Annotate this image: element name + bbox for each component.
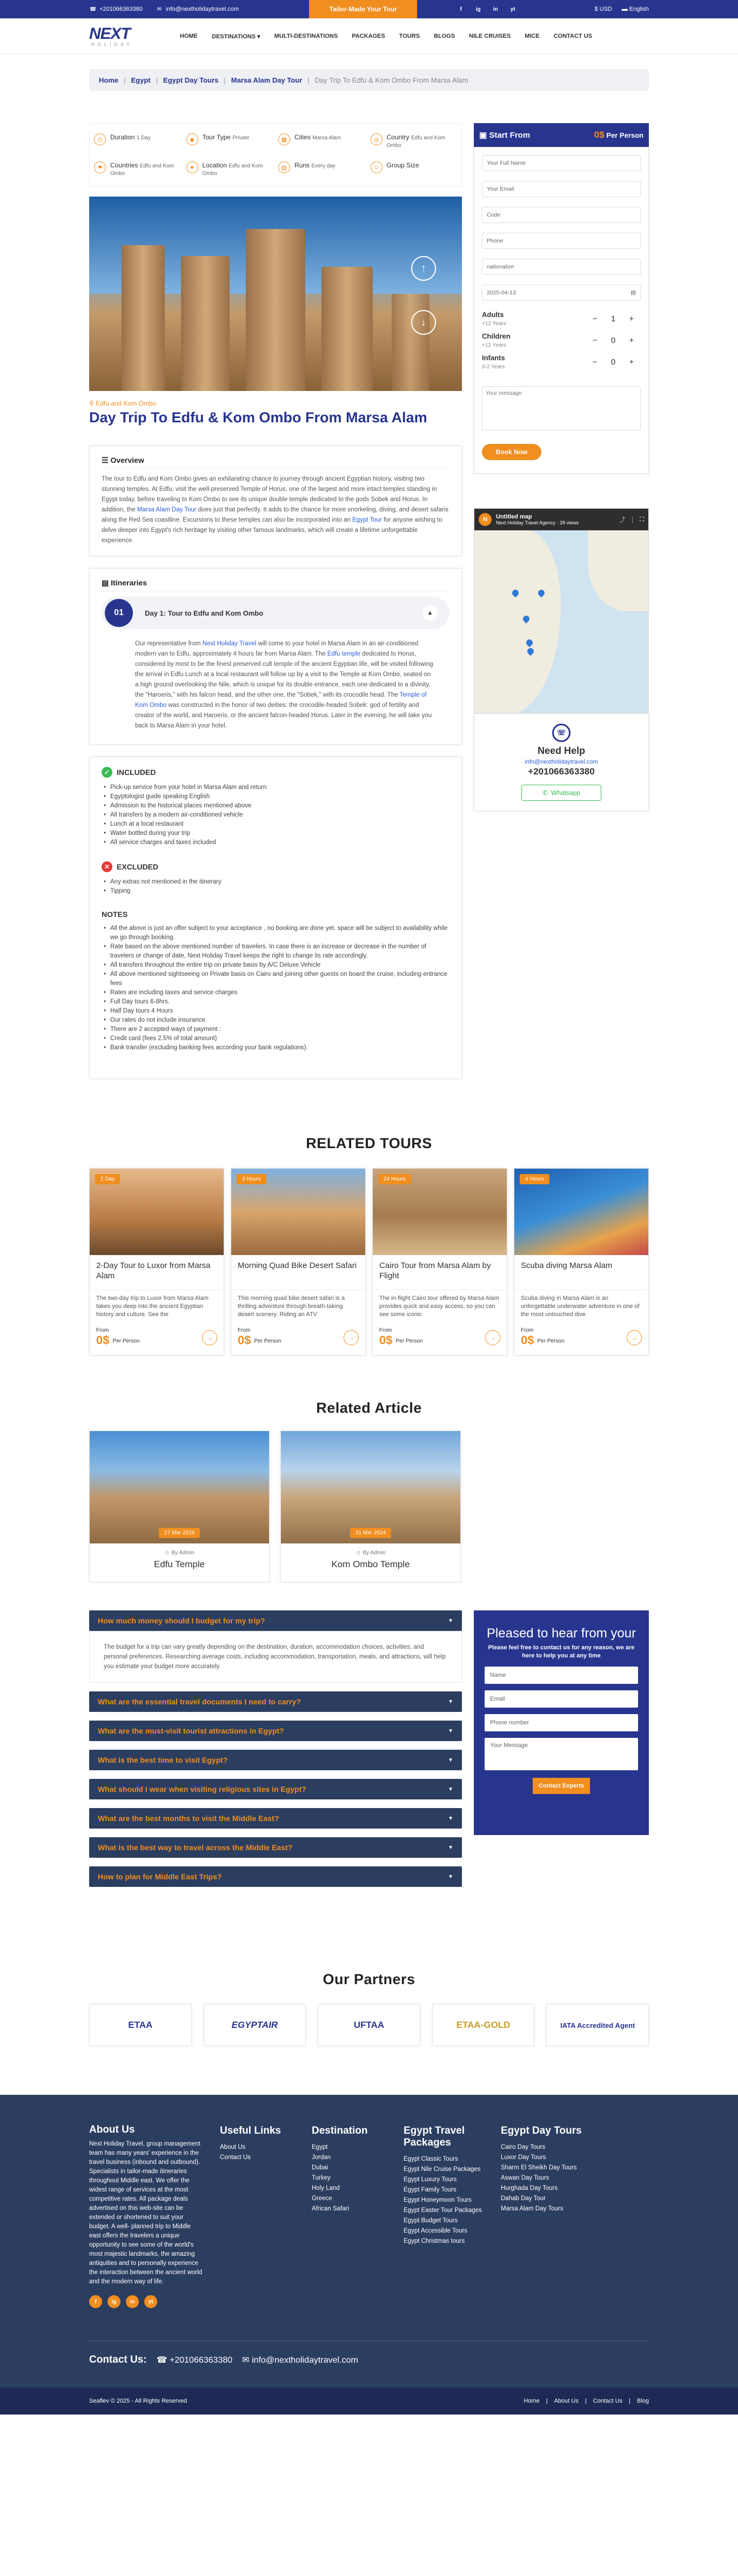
duration-badge: 3 Hours xyxy=(237,1174,266,1184)
main-nav xyxy=(0,18,738,54)
list-icon: ☰ xyxy=(102,456,111,464)
footer-link[interactable]: Jordan xyxy=(312,2154,331,2161)
list-item: • Egyptologist guide speaking English xyxy=(110,792,449,801)
tour-image xyxy=(90,1169,224,1255)
bottom-link-home[interactable]: Home xyxy=(524,2398,540,2404)
plus-button[interactable]: + xyxy=(629,335,634,345)
partner-logo: ETAA-GOLD xyxy=(432,2004,535,2046)
fact-location: ● Location Edfu and Kom Ombo xyxy=(186,161,273,177)
overview-section xyxy=(89,446,462,556)
arrow-right-icon[interactable]: → xyxy=(202,1330,217,1345)
arrow-up-icon: ↑ xyxy=(421,262,426,274)
footer-about: About Us Next Holiday Travel, group management team has many years' experience in the travel business (inbound and outbound). Specialists in tailor-made itineraries throughout Middle east. We offer the widest range of services at the most competitive rates. All package deals advertised on this web-site can be extended or shortened to suit your budget. A well- planned trip to Middle east offers the travelers a unique opportunity to see some of the world's most majestic landmarks, the amazing antiquities and to personally experience the interaction between the ancient world and the modern way of life. f ig in yt xyxy=(89,2125,204,2308)
children-value: 0 xyxy=(610,335,616,345)
breadcrumb-marsa-alam[interactable]: Marsa Alam Day Tour xyxy=(231,76,303,84)
included-list xyxy=(102,783,449,847)
ticket-icon: ▣ xyxy=(479,131,489,140)
list-item: • Water bottled during your trip xyxy=(110,829,449,838)
faq-item[interactable]: How much money should I budget for my trip? ▼ xyxy=(89,1610,462,1631)
close-icon: ✕ xyxy=(102,861,112,872)
faq-item[interactable]: What are the best months to visit the Middle East? ▼ xyxy=(89,1808,462,1829)
list-item: • All transfers by a modern air-conditioned vehicle xyxy=(110,811,449,820)
list-item: • Half Day tours 4 Hours xyxy=(110,1007,449,1016)
footer-link[interactable]: Egypt Nile Cruise Packages xyxy=(404,2166,481,2173)
fullscreen-icon[interactable]: ⛶ xyxy=(640,516,644,523)
chevron-down-icon: ▼ xyxy=(448,1844,453,1851)
list-item: • All above mentioned sightseeing on Private basis on Cairo and joining other guests on board the cruise, including entrance fees xyxy=(110,970,449,988)
nationality-field[interactable]: nationalize xyxy=(482,259,641,275)
embedded-map[interactable] xyxy=(474,508,649,713)
footer-phone[interactable]: ☎ +201066363380 xyxy=(156,2356,233,2365)
clock-icon: ◷ xyxy=(94,133,106,145)
tour-image xyxy=(231,1169,365,1255)
fact-duration: ◷ Duration 1 Day xyxy=(94,133,181,149)
footer-link[interactable]: Cairo Day Tours xyxy=(501,2144,546,2150)
price-header: ▣ Start From 0$ Per Person xyxy=(474,123,649,147)
temple-column xyxy=(321,267,373,391)
arrow-right-icon[interactable]: → xyxy=(344,1330,359,1345)
fact-group-size: ☺ Group Size xyxy=(371,161,458,177)
related-tours-grid xyxy=(89,1168,649,1356)
footer-destinations: Destination Egypt Jordan Dubai Turkey Holy Land Greece African Safari xyxy=(312,2125,387,2308)
article-card[interactable] xyxy=(280,1431,461,1582)
user-icon: ☺ xyxy=(164,1550,172,1556)
list-item: • All service charges and taxes included xyxy=(110,838,449,847)
fact-tour-type: ◆ Tour Type Private xyxy=(186,133,273,149)
share-icon[interactable]: ⤴ xyxy=(619,517,626,523)
tour-desc: The two-day trip to Luxor from Marsa Alam takes you deep into the ancient Egyptian history and culture. See the xyxy=(90,1290,224,1323)
faq-item[interactable]: What are the must-visit tourist attractions in Egypt? ▼ xyxy=(89,1721,462,1741)
linkedin-icon[interactable]: in xyxy=(126,2295,139,2308)
list-item: • All transfers throughout the entire trip on private basis by A/C Deluxe Vehicle xyxy=(110,961,449,970)
temple-column xyxy=(392,294,430,391)
list-item: • All the above is just an offer subject to your acceptance , no booking are done yet. space will be subject to availability while we go through booking. xyxy=(110,924,449,942)
article-image xyxy=(281,1431,460,1543)
help-email[interactable]: info@nextholidaytravel.com xyxy=(525,759,598,765)
faq-item[interactable]: What is the best way to travel across the Middle East? ▼ xyxy=(89,1837,462,1858)
footer-link[interactable]: Aswan Day Tours xyxy=(501,2175,549,2181)
excluded-heading: ✕ EXCLUDED xyxy=(102,861,449,872)
phone-field[interactable]: Phone xyxy=(482,233,641,249)
date-field[interactable]: 2025-04-13 ▤ xyxy=(482,285,641,301)
top-social xyxy=(455,3,519,15)
article-author: ☺ By Admin xyxy=(164,1550,194,1556)
footer-link[interactable]: African Safari xyxy=(312,2206,350,2212)
excluded-list xyxy=(102,878,449,896)
whatsapp-icon: ✆ xyxy=(542,789,548,797)
footer-link[interactable]: Egypt Classic Tours xyxy=(404,2156,458,2162)
footer-link[interactable]: Egypt Budget Tours xyxy=(404,2217,458,2224)
linkedin-icon[interactable]: in xyxy=(493,6,498,12)
book-now-button[interactable]: Book Now xyxy=(482,444,541,460)
whatsapp-button[interactable]: ✆ Whatsapp xyxy=(521,785,601,801)
footer-link[interactable]: Egypt Luxury Tours xyxy=(404,2176,457,2183)
tour-card[interactable]: 4 Hours Scuba diving Marsa Alam Scuba diving in Marsa Alam is an unforgettable underwater adventure in one of the most untouched dive From 0$ Per Person → xyxy=(514,1168,649,1356)
tour-title[interactable]: Morning Quad Bike Desert Safari xyxy=(238,1261,357,1270)
partner-logo: EGYPTAIR xyxy=(204,2004,306,2046)
articles-list xyxy=(89,1431,649,1582)
breadcrumb-home[interactable]: Home xyxy=(99,76,119,84)
list-item: • Admission to the historical places mentioned above xyxy=(110,801,449,811)
list-item: • Credit card (fees 2.5% of total amount) xyxy=(110,1034,449,1043)
user-icon: ☺ xyxy=(355,1550,363,1556)
partner-logo: IATA Accredited Agent xyxy=(546,2004,649,2046)
itinerary-day-toggle[interactable] xyxy=(102,597,449,629)
group-icon: ☺ xyxy=(371,161,383,173)
list-item: • Rate based on the above mentioned number of travelers. In case there is an increase or decrease in the number of travelers or change of date, Next Holiday Travel keeps the right to change its rate accordingly. xyxy=(110,942,449,961)
faq-item[interactable]: What should I wear when visiting religious sites in Egypt? ▼ xyxy=(89,1779,462,1799)
contact-name-field[interactable]: Name xyxy=(485,1667,638,1684)
fact-runs: ▤ Runs Every day xyxy=(278,161,365,177)
duration-badge: 2 Day xyxy=(95,1174,120,1184)
chevron-down-icon: ▼ xyxy=(448,1757,453,1763)
mail-icon: ✉ xyxy=(157,6,162,12)
footer-link[interactable]: Egypt xyxy=(312,2144,328,2150)
arrow-down-icon: ↓ xyxy=(421,316,426,328)
nav-home[interactable]: HOME xyxy=(180,32,198,39)
tailor-made-button[interactable]: Tailor-Made Your Tour xyxy=(309,0,417,18)
footer-useful-links: Useful Links About Us Contact Us xyxy=(220,2125,296,2308)
tour-title[interactable]: Cairo Tour from Marsa Alam by Flight xyxy=(379,1261,491,1280)
page-title: Day Trip To Edfu & Kom Ombo From Marsa Alam xyxy=(89,409,427,426)
notes-heading: NOTES xyxy=(102,910,128,919)
youtube-icon[interactable]: yt xyxy=(510,6,515,12)
breadcrumb: Home | Egypt | Egypt Day Tours | Marsa Alam Day Tour | Day Trip To Edfu & Kom Ombo From Marsa Alam xyxy=(89,69,649,91)
list-item: • Lunch at a local restaurant xyxy=(110,820,449,829)
article-date: 31 Mar 2024 xyxy=(350,1528,391,1538)
pin-icon: ● xyxy=(186,161,198,173)
article-image xyxy=(90,1431,269,1543)
faq-item[interactable]: What is the best time to visit Egypt? ▼ xyxy=(89,1750,462,1770)
footer-link[interactable]: Luxor Day Tours xyxy=(501,2154,546,2161)
chevron-down-icon: ▼ xyxy=(448,1815,453,1822)
footer-link[interactable]: Marsa Alam Day Tours xyxy=(501,2206,563,2212)
footer-email[interactable]: ✉ info@nextholidaytravel.com xyxy=(242,2356,358,2365)
itinerary-heading: ▤ Itineraries xyxy=(102,578,449,591)
tour-image xyxy=(514,1169,648,1255)
tour-subtitle: ⚲ Edfu and Kom Ombo xyxy=(89,400,157,407)
list-item: • Rates are including taxes and service charges xyxy=(110,988,449,997)
tour-title[interactable]: Scuba diving Marsa Alam xyxy=(521,1261,613,1270)
article-card[interactable] xyxy=(89,1431,270,1582)
list-item: • Any extras not mentioned in the itinerary xyxy=(110,878,449,887)
nav-tours[interactable]: TOURS xyxy=(399,32,420,39)
instagram-icon[interactable]: ig xyxy=(475,6,481,12)
footer-contact: Contact Us: ☎ +201066363380 ✉ info@nextholidaytravel.com xyxy=(89,2341,649,2366)
code-field[interactable]: Code xyxy=(482,207,641,223)
related-tours-heading: RELATED TOURS xyxy=(306,1135,432,1151)
calendar-icon: ▤ xyxy=(278,161,290,173)
article-title[interactable]: Kom Ombo Temple xyxy=(331,1559,410,1569)
contact-form: Pleased to hear from your Please feel free to contact us for any reason, we are here to help you at any time Name Email Phone number Your Message Contact Experts xyxy=(474,1610,649,1835)
price-value: 0$ xyxy=(594,130,605,140)
footer-link[interactable]: Egypt Honeymoon Tours xyxy=(404,2197,472,2203)
tour-hero-image xyxy=(89,197,462,391)
footer-link[interactable]: Dahab Day Tour xyxy=(501,2195,546,2202)
chevron-down-icon: ▼ xyxy=(448,1786,453,1792)
contact-message-field[interactable]: Your Message xyxy=(485,1738,638,1770)
top-bar xyxy=(0,0,738,18)
partners-heading: Our Partners xyxy=(323,1971,415,1987)
arrow-right-icon[interactable]: → xyxy=(627,1330,642,1345)
footer-link[interactable]: Holy Land xyxy=(312,2185,340,2191)
notes-list xyxy=(102,924,449,1053)
chevron-down-icon: ▼ xyxy=(448,1873,453,1880)
marsa-alam-day-tour-link[interactable]: Marsa Alam Day Tour xyxy=(137,507,197,513)
instagram-icon[interactable]: ig xyxy=(108,2295,120,2308)
nav-blogs[interactable]: BLOGS xyxy=(434,32,455,39)
temple-column xyxy=(181,256,230,391)
chevron-down-icon: ▼ xyxy=(448,1698,453,1705)
tour-desc: Scuba diving in Marsa Alam is an unforgettable underwater adventure in one of the most untouched dive xyxy=(514,1290,648,1323)
itinerary-section xyxy=(89,568,462,745)
check-icon: ✓ xyxy=(102,767,112,778)
bottom-bar: Seaflev © 2025 - All Rights Reserved Home | About Us | Contact Us | Blog xyxy=(0,2388,738,2415)
footer-link[interactable]: Contact Us xyxy=(220,2154,251,2161)
logo[interactable]: NEXT HOLIDAY xyxy=(89,24,133,47)
footer-link[interactable]: About Us xyxy=(220,2144,246,2150)
tour-card[interactable]: 24 Hours Cairo Tour from Marsa Alam by Flight The in-flight Cairo tour offered by Marsa Alam provides quick and easy access, so you can see some iconic From 0$ Per Person → xyxy=(372,1168,507,1356)
contact-email-field[interactable]: Email xyxy=(485,1690,638,1708)
footer-link[interactable]: Egypt Accessible Tours xyxy=(404,2228,468,2234)
egypt-tour-link[interactable]: Egypt Tour xyxy=(352,517,382,523)
nav-multi-destinations[interactable]: MULTI-DESTINATIONS xyxy=(274,32,338,39)
arrow-right-icon[interactable]: → xyxy=(485,1330,500,1345)
bottom-link-blog[interactable]: Blog xyxy=(636,2398,649,2404)
day-description: Our representative from Next Holiday Travel will come to your hotel in Marsa Alam in an air-conditioned modern van to Edfu, approximately 4 hours far from Marsa Alam. The Edfu temple dedicated to Horus, considered by most to be the finest preserved cult temple of the ancient Egyptian life, will be visited following the arrival in Edfu Lunch at a local restaurant will follow up by a visit to the Temple at Kom Ombo, seated on a high ground overlooking the Nile, which is unique for its double entrance, each one dedicated to a divinity, the "Haroeris," with his falcon head, and the other one, the "Sobek," with its crocodile head. The Temple of Kom Ombo was constructed in the honor of two deities: the crocodile-headed Sobek: god of fertility and creator of the world, and Haroeris, or the ancient falcon-headed Horus. Later in the evening, he will take you back to Marsa Alam in your hotel. xyxy=(135,640,433,729)
faq-item[interactable]: How to plan for Middle East Trips? ▼ xyxy=(89,1866,462,1887)
partner-logo: ETAA xyxy=(89,2004,192,2046)
minus-button[interactable]: − xyxy=(592,357,598,367)
day-number: 01 xyxy=(105,599,133,627)
calendar-icon: ▤ xyxy=(630,289,636,296)
fact-cities: ▦ Cities Marsa Alam xyxy=(278,133,365,149)
next-holiday-link[interactable]: Next Holiday Travel xyxy=(202,640,257,647)
breadcrumb-current: Day Trip To Edfu & Kom Ombo From Marsa Alam xyxy=(314,76,468,84)
chevron-down-icon: ▼ xyxy=(448,1728,453,1734)
pin-icon: ⚲ xyxy=(89,400,96,407)
children-counter: Children +12 Years − 0 + xyxy=(482,332,641,348)
mail-icon: ✉ xyxy=(242,2356,252,2365)
temple-column xyxy=(122,245,165,391)
language-select[interactable]: ▬ English xyxy=(621,6,649,12)
article-author: ☺ By Admin xyxy=(355,1550,386,1556)
chevron-up-icon: ▲ xyxy=(422,605,438,621)
tour-title[interactable]: 2-Day Tour to Luxor from Marsa Alam xyxy=(96,1261,211,1280)
article-title[interactable]: Edfu Temple xyxy=(153,1559,205,1569)
tour-facts xyxy=(89,123,462,187)
calendar-icon: ▤ xyxy=(102,578,111,587)
faq-item[interactable]: What are the essential travel documents I need to carry? ▼ xyxy=(89,1691,462,1712)
list-item: • Our rates do not include insurance. xyxy=(110,1016,449,1025)
fact-countries: ⚑ Countries Edfu and Kom Ombo xyxy=(94,161,181,177)
list-item: • Full Day tours 6-8hrs. xyxy=(110,997,449,1007)
map-logo-icon: N xyxy=(479,513,492,526)
headset-icon: ☏ xyxy=(552,724,571,742)
overview-heading: ☰ Overview xyxy=(102,456,449,469)
footer-link[interactable]: Turkey xyxy=(312,2175,331,2181)
partners-list xyxy=(89,2004,649,2046)
map-header: N Untitled map Next Holiday Travel Agency · 39 views ⤴ ⋮ ⛶ xyxy=(474,509,648,530)
globe-icon: ◎ xyxy=(371,133,383,145)
phone-icon: ☎ xyxy=(156,2356,170,2365)
footer-link[interactable]: Egypt Family Tours xyxy=(404,2187,457,2193)
included-heading: ✓ INCLUDED xyxy=(102,767,449,778)
bottom-link-contact[interactable]: Contact Us xyxy=(593,2398,623,2404)
contact-experts-button[interactable]: Contact Experts xyxy=(533,1778,590,1794)
plus-button[interactable]: + xyxy=(629,357,634,367)
adults-value: 1 xyxy=(610,314,616,323)
breadcrumb-egypt[interactable]: Egypt xyxy=(131,76,151,84)
breadcrumb-egypt-day-tours[interactable]: Egypt Day Tours xyxy=(163,76,219,84)
flag-icon: ▬ xyxy=(621,6,629,12)
inclusions-section xyxy=(89,757,462,1079)
tour-card[interactable]: 2 Day 2-Day Tour to Luxor from Marsa Alam The two-day trip to Luxor from Marsa Alam takes you deep into the ancient Egyptian history and culture. See the From 0$ Per Person → xyxy=(89,1168,224,1356)
footer-link[interactable]: Egypt Christmas tours xyxy=(404,2238,465,2244)
gallery-down-button[interactable] xyxy=(411,310,436,335)
plus-button[interactable]: + xyxy=(629,314,634,323)
kom-ombo-link[interactable]: Temple of Kom Ombo xyxy=(135,692,427,709)
facebook-icon[interactable]: f xyxy=(460,6,462,12)
infants-counter: Infants 0-2 Years − 0 + xyxy=(482,354,641,370)
chevron-down-icon: ▾ xyxy=(257,33,260,40)
gallery-up-button[interactable] xyxy=(411,256,436,281)
article-date: 27 Mar 2024 xyxy=(159,1528,200,1538)
city-icon: ▦ xyxy=(278,133,290,145)
duration-badge: 24 Hours xyxy=(378,1174,411,1184)
list-item: • Pick-up service from your hotel in Marsa Alam and return xyxy=(110,783,449,792)
copyright: Seaflev © 2025 - All Rights Reserved xyxy=(89,2398,187,2404)
tour-card[interactable]: 3 Hours Morning Quad Bike Desert Safari This morning quad bike desert safari is a thrilling adventure through breath-taking desert scenery. Riding an ATV From 0$ Per Person → xyxy=(231,1168,366,1356)
phone-icon: ☎ xyxy=(89,6,97,12)
footer-link[interactable]: Greece xyxy=(312,2195,332,2202)
footer-packages: Egypt Travel Packages Egypt Classic Tours Egypt Nile Cruise Packages Egypt Luxury Tours Egypt Family Tours Egypt Honeymoon Tours Egypt Easter Tour Packages Egypt Budget Tours Egypt Accessible Tours Egypt Christmas tours xyxy=(404,2125,485,2308)
day-title: Day 1: Tour to Edfu and Kom Ombo xyxy=(145,609,264,617)
overview-text: The tour to Edfu and Kom Ombo gives an exhilarating chance to journey through ancient Egyptian history, visiting two stunning temples. At Edfu, visit the well-preserved Temple of Horus, one of the largest and more intact temples standing in Egypt today, before traveling to Kom Ombo to see its unique double temple dedicated to the gods Sobek and Horus. In addition, the Marsa Alam Day Tour does just that perfectly. It adds to the chance for more snorkeling, diving, and desert safaris along the Red Sea coastline. Excursions to these temples can also be incorporated into an Egypt Tour for anyone wishing to delve deeper into Egypt's rich heritage by visiting other famous landmarks, which will create a lifetime unforgettable experience. xyxy=(102,476,449,544)
top-email[interactable]: ✉ info@nextholidaytravel.com xyxy=(156,5,239,13)
list-item: • Bank transfer (excluding banking fees according your bank regulations). xyxy=(110,1043,449,1053)
footer-link[interactable]: Sharm El Sheikh Day Tours xyxy=(501,2164,577,2171)
currency-select[interactable]: $ USD xyxy=(594,6,612,12)
fact-country: ◎ Country Edfu and Kom Ombo xyxy=(371,133,458,149)
nav-mice[interactable]: MICE xyxy=(525,32,540,39)
footer-link[interactable]: Hurghada Day Tours xyxy=(501,2185,558,2191)
nav-nile-cruises[interactable]: NILE CRUISES xyxy=(469,32,511,39)
nav-destinations[interactable]: DESTINATIONS ▾ xyxy=(212,33,260,40)
list-item: • Tipping xyxy=(110,887,449,896)
tour-desc: The in-flight Cairo tour offered by Marsa Alam provides quick and easy access, so you can see some iconic xyxy=(373,1290,507,1323)
infants-value: 0 xyxy=(610,357,616,367)
flag-icon: ⚑ xyxy=(94,161,106,173)
nav-packages[interactable]: PACKAGES xyxy=(352,32,385,39)
help-phone[interactable]: +201066363380 xyxy=(528,766,595,777)
help-box: ☏ Need Help info@nextholidaytravel.com +201066363380 ✆ Whatsapp xyxy=(474,713,649,811)
chevron-down-icon: ▼ xyxy=(448,1617,453,1624)
contact-phone-field[interactable]: Phone number xyxy=(485,1714,638,1731)
nav-contact[interactable]: CONTACT US xyxy=(553,32,592,39)
related-article-heading: Related Article xyxy=(316,1400,422,1416)
list-item: • There are 2 accepted ways of payment : xyxy=(110,1025,449,1034)
message-field[interactable] xyxy=(482,386,641,430)
top-phone[interactable]: ☎ +201066363380 xyxy=(89,6,143,12)
duration-badge: 4 Hours xyxy=(520,1174,549,1184)
footer xyxy=(0,2095,738,2388)
booking-form xyxy=(474,147,649,474)
tour-image xyxy=(373,1169,507,1255)
edfu-temple-link[interactable]: Edfu temple xyxy=(327,651,361,657)
footer-link[interactable]: Egypt Easter Tour Packages xyxy=(404,2207,482,2214)
minus-button[interactable]: − xyxy=(592,314,598,323)
faq-list xyxy=(89,1610,462,1896)
temple-column xyxy=(246,229,305,391)
bottom-link-about[interactable]: About Us xyxy=(554,2398,579,2404)
minus-button[interactable]: − xyxy=(592,335,598,345)
more-icon[interactable]: ⋮ xyxy=(629,516,636,523)
full-name-field[interactable]: Your Full Name xyxy=(482,155,641,171)
adults-counter: Adults +12 Years − 1 + xyxy=(482,311,641,327)
nav-menu xyxy=(180,33,592,40)
footer-day-tours: Egypt Day Tours Cairo Day Tours Luxor Day Tours Sharm El Sheikh Day Tours Aswan Day Tours Hurghada Day Tours Dahab Day Tour Marsa Alam Day Tours xyxy=(501,2125,582,2308)
footer-link[interactable]: Dubai xyxy=(312,2164,328,2171)
faq-answer: The budget for a trip can vary greatly depending on the destination, duration, accommodation choices, activities, and personal preferences. Researching average costs, including accommodation, transportation, meals, and attractions, will help you estimate your budget more accurately. xyxy=(89,1631,462,1683)
partner-logo: UFTAA xyxy=(318,2004,420,2046)
email-field[interactable]: Your Email xyxy=(482,181,641,197)
tag-icon: ◆ xyxy=(186,133,198,145)
facebook-icon[interactable]: f xyxy=(89,2295,102,2308)
tour-desc: This morning quad bike desert safari is a thrilling adventure through breath-taking desert scenery. Riding an ATV xyxy=(231,1290,365,1323)
youtube-icon[interactable]: yt xyxy=(144,2295,157,2308)
